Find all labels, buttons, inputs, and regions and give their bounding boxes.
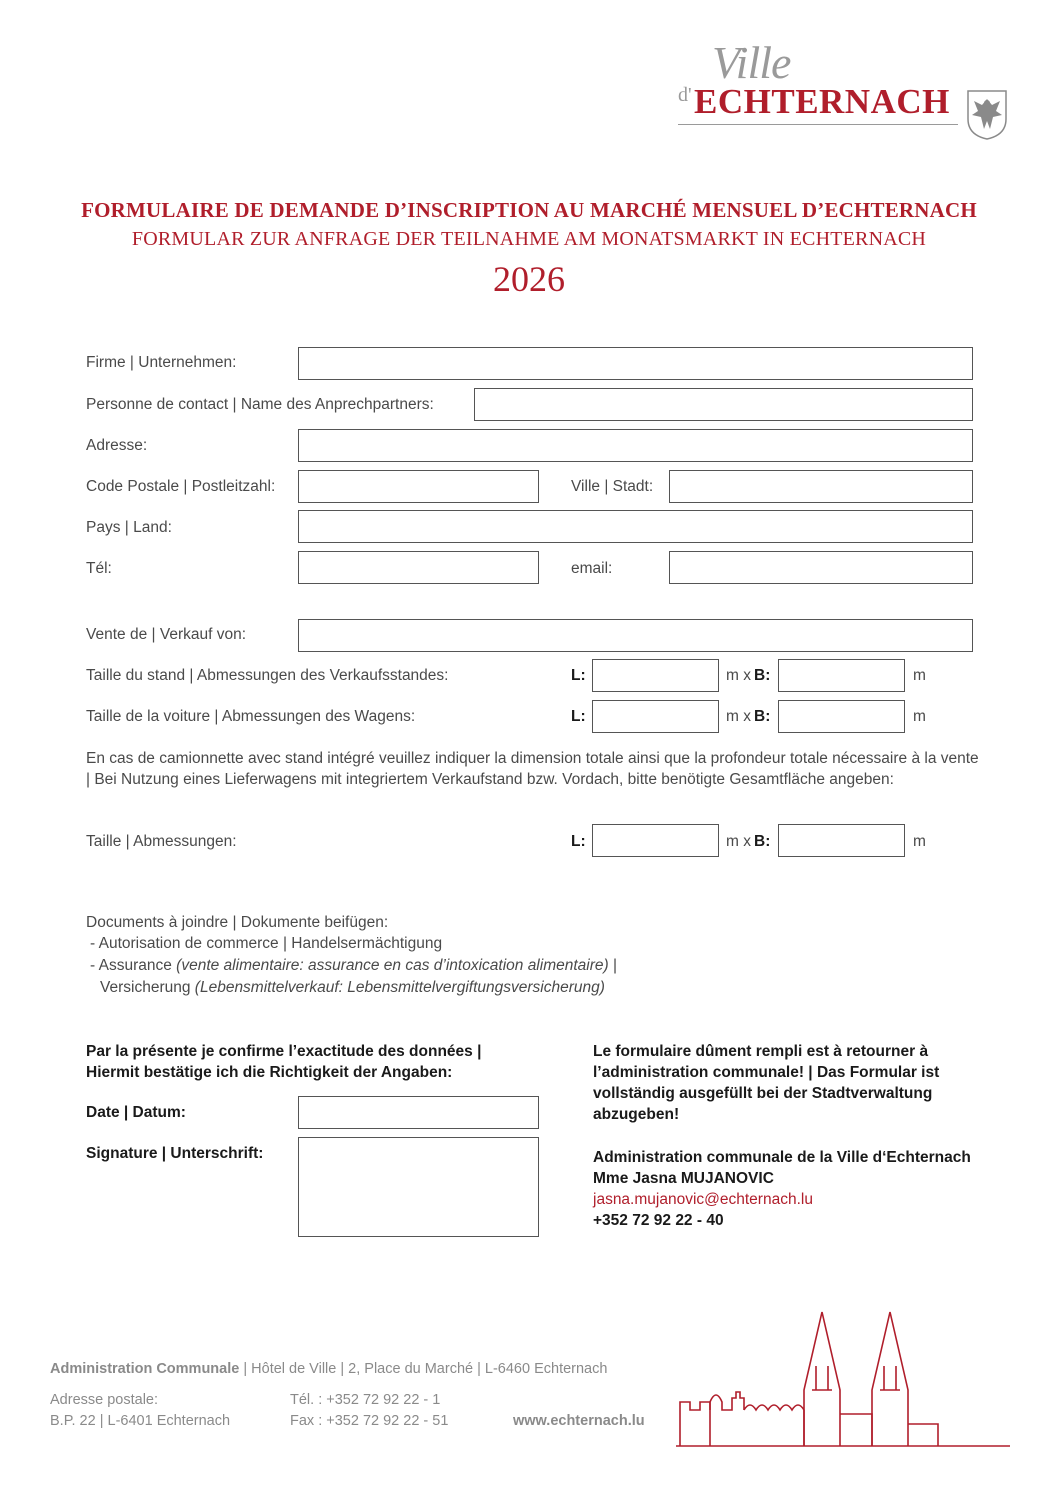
title-year: 2026 (493, 259, 565, 299)
taille-b-field[interactable] (778, 824, 905, 857)
email-label: email: (571, 560, 613, 577)
contact-field[interactable] (474, 388, 973, 421)
taille-l-field[interactable] (592, 824, 719, 857)
admin-name: Administration communale de la Ville d‘Echternach (593, 1149, 971, 1166)
email-field[interactable] (669, 551, 973, 584)
pays-label: Pays | Land: (86, 519, 172, 536)
ville-label: Ville | Stadt: (571, 478, 654, 495)
return-line-2: l’administration communale! | Das Formular ist (593, 1064, 940, 1081)
documents-item-3-italic: (Lebensmittelverkauf: Lebensmittelvergiftungsversicherung) (194, 979, 605, 996)
taille-stand-l-label: L: (571, 667, 586, 684)
adresse-field[interactable] (298, 429, 973, 462)
taille-voiture-m-label: m (913, 708, 926, 725)
firme-label: Firme | Unternehmen: (86, 354, 237, 371)
confirm-line-2: Hiermit bestätige ich die Richtigkeit der Angaben: (86, 1064, 453, 1081)
documents-item-2 (90, 957, 617, 975)
taille-stand-b-field[interactable] (778, 659, 905, 692)
date-label: Date | Datum: (86, 1104, 186, 1121)
pays-field[interactable] (298, 510, 973, 543)
taille-stand-l-field[interactable] (592, 659, 719, 692)
ville-field[interactable] (669, 470, 973, 503)
code-postal-field[interactable] (298, 470, 539, 503)
tel-field[interactable] (298, 551, 539, 584)
documents-item-3-main: Versicherung (100, 979, 191, 996)
taille-label: Taille | Abmessungen: (86, 833, 237, 850)
signature-label: Signature | Unterschrift: (86, 1145, 264, 1162)
taille-voiture-l-field[interactable] (592, 700, 719, 733)
firme-field[interactable] (298, 347, 973, 380)
documents-item-1: - Autorisation de commerce | Handelsermächtigung (90, 935, 443, 952)
adresse-label: Adresse: (86, 437, 148, 454)
return-line-4: abzugeben! (593, 1106, 680, 1123)
contact-person: Mme Jasna MUJANOVIC (593, 1170, 774, 1187)
return-line-3: vollständig ausgefüllt bei der Stadtverwaltung (593, 1085, 933, 1102)
taille-stand-mx-label: m x (726, 667, 751, 684)
taille-b-label: B: (754, 833, 771, 850)
contact-email-link[interactable]: jasna.mujanovic@echternach.lu (593, 1191, 813, 1208)
confirm-line-1: Par la présente je confirme l’exactitude des données | (86, 1043, 482, 1060)
taille-l-label: L: (571, 833, 586, 850)
logo-d-prefix: d' (678, 84, 692, 106)
documents-item-2-italic: (vente alimentaire: assurance en cas d’intoxication alimentaire) (176, 957, 609, 974)
logo-name: ECHTERNACH (694, 82, 950, 121)
tel-label: Tél: (86, 560, 112, 577)
documents-item-3 (100, 979, 605, 997)
footer-postal-label: Adresse postale: (50, 1392, 159, 1408)
taille-stand-b-label: B: (754, 667, 771, 684)
taille-voiture-b-field[interactable] (778, 700, 905, 733)
taille-stand-label: Taille du stand | Abmessungen des Verkaufsstandes: (86, 667, 449, 684)
taille-voiture-label: Taille de la voiture | Abmessungen des Wagens: (86, 708, 416, 725)
camionnette-note: En cas de camionnette avec stand intégré veuillez indiquer la dimension totale ainsi que la profondeur totale nécessaire à la vente | Bei Nutzung eines Lieferwagens mit integriertem Verkaufstand bzw. Vordach, bitte benötigte Gesamtfläche angeben: (86, 750, 979, 788)
basilica-outline-icon (676, 1306, 1010, 1448)
documents-item-2-sep: | (612, 957, 618, 974)
documents-heading: Documents à joindre | Dokumente beifügen: (86, 914, 389, 931)
code-postal-label: Code Postale | Postleitzahl: (86, 478, 276, 495)
taille-mx-label: m x (726, 833, 751, 850)
vente-label: Vente de | Verkauf von: (86, 626, 247, 643)
footer-admin-line (50, 1361, 607, 1377)
return-line-1: Le formulaire dûment rempli est à retourner à (593, 1043, 929, 1060)
contact-label: Personne de contact | Name des Anprechpartners: (86, 396, 434, 413)
title-de: FORMULAR ZUR ANFRAGE DER TEILNAHME AM MONATSMARKT IN ECHTERNACH (131, 228, 927, 250)
documents-item-2-main: - Assurance (90, 957, 172, 974)
title-fr: FORMULAIRE DE DEMANDE D’INSCRIPTION AU MARCHÉ MENSUEL D’ECHTERNACH (81, 198, 977, 222)
taille-voiture-mx-label: m x (726, 708, 751, 725)
footer-website-link[interactable]: www.echternach.lu (513, 1413, 645, 1429)
footer-fax: Fax : +352 72 92 22 - 51 (290, 1413, 449, 1429)
contact-phone: +352 72 92 22 - 40 (593, 1212, 724, 1229)
signature-field[interactable] (298, 1137, 539, 1237)
footer-postal-value: B.P. 22 | L-6401 Echternach (50, 1413, 231, 1429)
taille-voiture-b-label: B: (754, 708, 771, 725)
footer-admin-rest: | Hôtel de Ville | 2, Place du Marché | L-6460 Echternach (239, 1361, 608, 1377)
logo-underline (678, 124, 958, 125)
coat-of-arms-icon (966, 89, 1008, 141)
taille-m-label: m (913, 833, 926, 850)
taille-voiture-l-label: L: (571, 708, 586, 725)
logo-ville-text: Ville (712, 37, 791, 88)
footer-admin-bold: Administration Communale (50, 1361, 240, 1377)
footer-tel: Tél. : +352 72 92 22 - 1 (290, 1392, 441, 1408)
date-field[interactable] (298, 1096, 539, 1129)
taille-stand-m-label: m (913, 667, 926, 684)
vente-field[interactable] (298, 619, 973, 652)
